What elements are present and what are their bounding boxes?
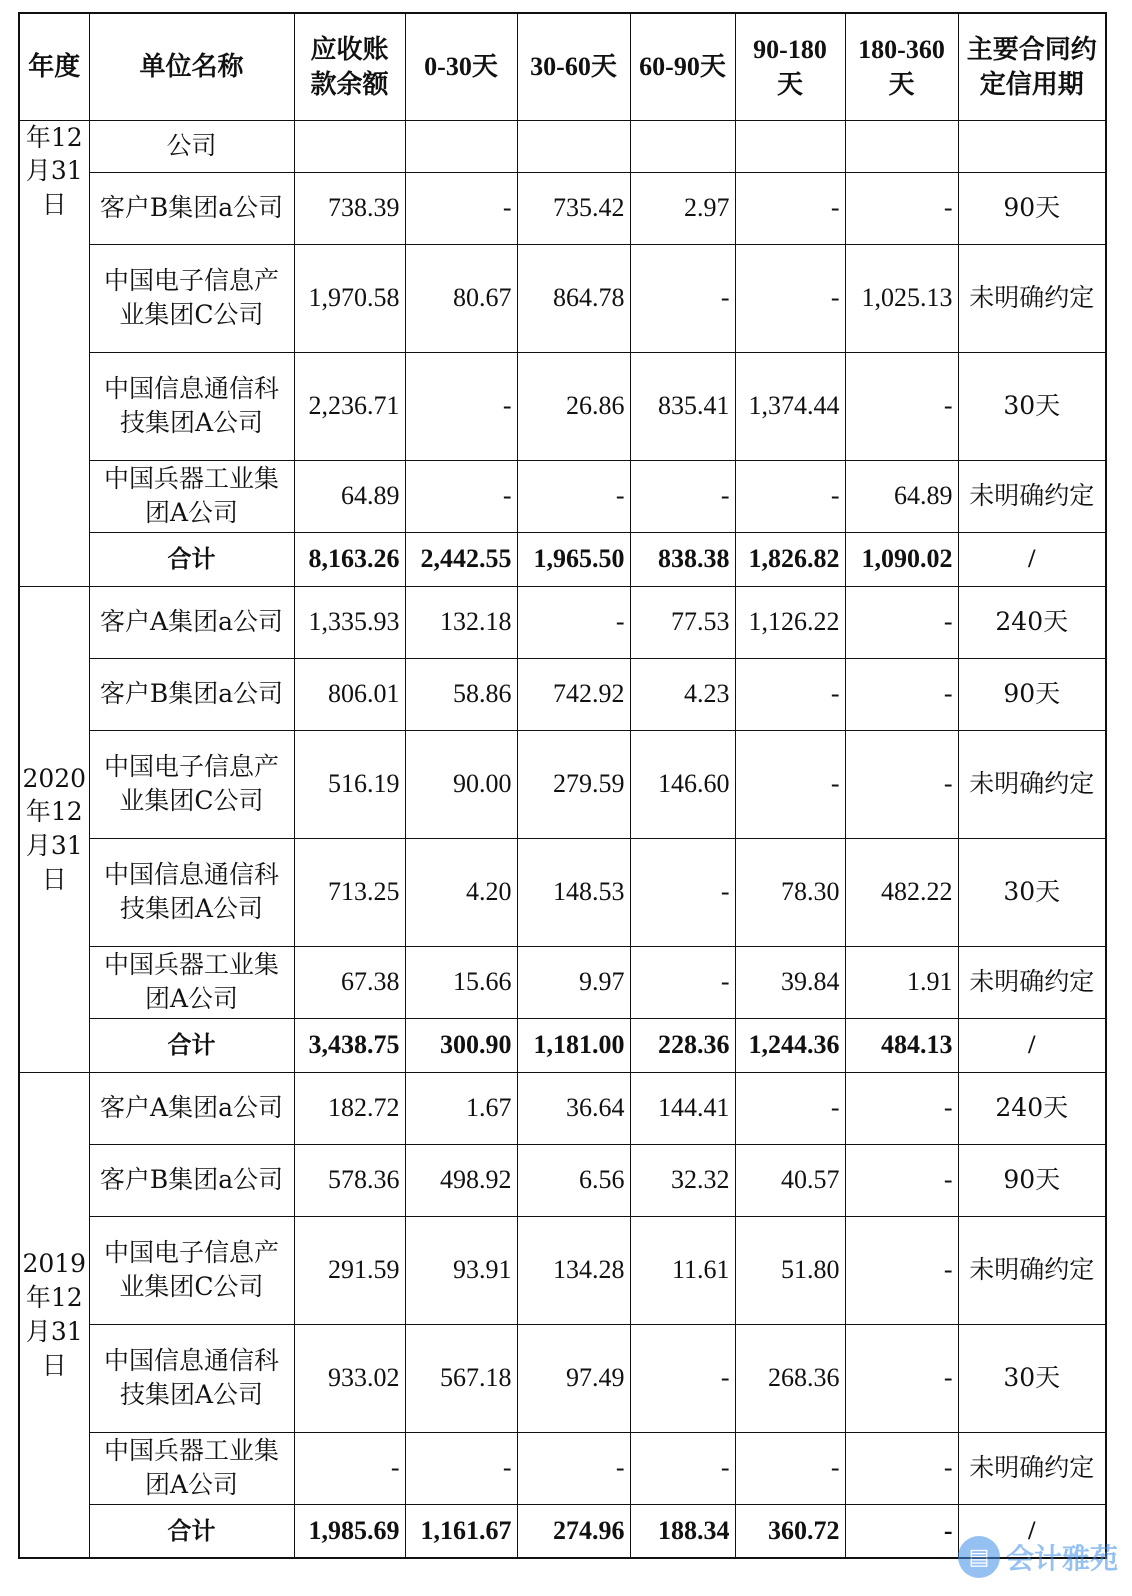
total-label: 合计 [89, 1018, 294, 1072]
total-credit-period: / [958, 1504, 1106, 1558]
aging-180-360-cell: - [845, 1072, 958, 1144]
aging-60-90-cell: - [630, 946, 735, 1018]
balance-cell: 1,335.93 [294, 586, 405, 658]
aging-60-90-cell: 4.23 [630, 658, 735, 730]
aging-30-60-cell: 279.59 [517, 730, 630, 838]
total-90-180: 360.72 [735, 1504, 845, 1558]
watermark [958, 1536, 1118, 1578]
total-credit-period: / [958, 532, 1106, 586]
total-0-30: 300.90 [405, 1018, 517, 1072]
aging-180-360-cell: - [845, 1432, 958, 1504]
balance-cell: 67.38 [294, 946, 405, 1018]
aging-0-30-cell: - [405, 460, 517, 532]
table-row [19, 838, 1106, 946]
aging-90-180-cell [735, 120, 845, 172]
table-row [19, 1216, 1106, 1324]
aging-90-180-cell: 1,126.22 [735, 586, 845, 658]
balance-cell: 738.39 [294, 172, 405, 244]
aging-90-180-cell: 51.80 [735, 1216, 845, 1324]
aging-60-90-cell: 32.32 [630, 1144, 735, 1216]
aging-180-360-cell: - [845, 1324, 958, 1432]
aging-90-180-cell: 268.36 [735, 1324, 845, 1432]
year-cell: 年12月31日 [19, 120, 89, 586]
aging-180-360-cell: 64.89 [845, 460, 958, 532]
total-90-180: 1,826.82 [735, 532, 845, 586]
receivables-aging-table [18, 12, 1107, 1559]
aging-0-30-cell: 567.18 [405, 1324, 517, 1432]
total-180-360: 1,090.02 [845, 532, 958, 586]
receivables-aging-table-wrap [18, 12, 1107, 1559]
credit-period-cell: 240天 [958, 1072, 1106, 1144]
balance-cell: 182.72 [294, 1072, 405, 1144]
total-row [19, 1504, 1106, 1558]
unit-name: 客户B集团a公司 [89, 658, 294, 730]
aging-30-60-cell: 36.64 [517, 1072, 630, 1144]
aging-60-90-cell: - [630, 244, 735, 352]
unit-name: 公司 [89, 120, 294, 172]
total-balance: 8,163.26 [294, 532, 405, 586]
aging-0-30-cell: 132.18 [405, 586, 517, 658]
aging-180-360-cell: - [845, 658, 958, 730]
aging-0-30-cell: 498.92 [405, 1144, 517, 1216]
credit-period-cell: 未明确约定 [958, 1432, 1106, 1504]
total-label: 合计 [89, 1504, 294, 1558]
balance-cell: 2,236.71 [294, 352, 405, 460]
total-balance: 1,985.69 [294, 1504, 405, 1558]
unit-name: 中国兵器工业集团A公司 [89, 1432, 294, 1504]
header-credit-period: 主要合同约定信用期 [958, 13, 1106, 120]
header-180-360: 180-360天 [845, 13, 958, 120]
aging-0-30-cell [405, 120, 517, 172]
total-0-30: 1,161.67 [405, 1504, 517, 1558]
unit-name: 客户A集团a公司 [89, 586, 294, 658]
credit-period-cell: 30天 [958, 352, 1106, 460]
total-90-180: 1,244.36 [735, 1018, 845, 1072]
unit-name: 中国兵器工业集团A公司 [89, 460, 294, 532]
table-row [19, 1072, 1106, 1144]
aging-180-360-cell: - [845, 172, 958, 244]
total-row [19, 1018, 1106, 1072]
table-row [19, 1324, 1106, 1432]
table-row [19, 946, 1106, 1018]
aging-30-60-cell: - [517, 586, 630, 658]
header-30-60: 30-60天 [517, 13, 630, 120]
credit-period-cell: 未明确约定 [958, 244, 1106, 352]
total-180-360: 484.13 [845, 1018, 958, 1072]
aging-30-60-cell: 134.28 [517, 1216, 630, 1324]
aging-180-360-cell [845, 120, 958, 172]
total-label: 合计 [89, 532, 294, 586]
aging-90-180-cell: - [735, 460, 845, 532]
total-60-90: 228.36 [630, 1018, 735, 1072]
table-row [19, 1144, 1106, 1216]
balance-cell: 806.01 [294, 658, 405, 730]
aging-60-90-cell: - [630, 1324, 735, 1432]
aging-30-60-cell: 148.53 [517, 838, 630, 946]
aging-0-30-cell: 4.20 [405, 838, 517, 946]
table-row [19, 172, 1106, 244]
unit-name: 客户B集团a公司 [89, 1144, 294, 1216]
table-row [19, 120, 1106, 172]
aging-0-30-cell: - [405, 352, 517, 460]
aging-30-60-cell: 26.86 [517, 352, 630, 460]
unit-name: 客户A集团a公司 [89, 1072, 294, 1144]
balance-cell: - [294, 1432, 405, 1504]
total-0-30: 2,442.55 [405, 532, 517, 586]
unit-name: 中国信息通信科技集团A公司 [89, 352, 294, 460]
aging-60-90-cell: 835.41 [630, 352, 735, 460]
header-unit-name: 单位名称 [89, 13, 294, 120]
total-30-60: 274.96 [517, 1504, 630, 1558]
header-90-180: 90-180天 [735, 13, 845, 120]
total-60-90: 188.34 [630, 1504, 735, 1558]
aging-0-30-cell: 80.67 [405, 244, 517, 352]
credit-period-cell: 240天 [958, 586, 1106, 658]
aging-90-180-cell: - [735, 1072, 845, 1144]
aging-30-60-cell: 735.42 [517, 172, 630, 244]
aging-30-60-cell: - [517, 460, 630, 532]
total-180-360: - [845, 1504, 958, 1558]
credit-period-cell: 90天 [958, 172, 1106, 244]
credit-period-cell: 未明确约定 [958, 1216, 1106, 1324]
unit-name: 中国信息通信科技集团A公司 [89, 838, 294, 946]
aging-60-90-cell: - [630, 460, 735, 532]
table-row [19, 730, 1106, 838]
aging-180-360-cell: - [845, 1216, 958, 1324]
balance-cell [294, 120, 405, 172]
aging-30-60-cell [517, 120, 630, 172]
aging-180-360-cell: - [845, 352, 958, 460]
aging-30-60-cell: 864.78 [517, 244, 630, 352]
watermark-text: 会计雅苑 [1005, 1542, 1118, 1575]
total-row [19, 532, 1106, 586]
aging-180-360-cell: 482.22 [845, 838, 958, 946]
table-row [19, 352, 1106, 460]
header-year: 年度 [19, 13, 89, 120]
balance-cell: 578.36 [294, 1144, 405, 1216]
aging-60-90-cell: 11.61 [630, 1216, 735, 1324]
aging-30-60-cell: 97.49 [517, 1324, 630, 1432]
aging-90-180-cell: - [735, 730, 845, 838]
aging-0-30-cell: - [405, 172, 517, 244]
total-30-60: 1,181.00 [517, 1018, 630, 1072]
aging-30-60-cell: 9.97 [517, 946, 630, 1018]
credit-period-cell: 未明确约定 [958, 730, 1106, 838]
aging-90-180-cell: - [735, 172, 845, 244]
total-60-90: 838.38 [630, 532, 735, 586]
header-0-30: 0-30天 [405, 13, 517, 120]
header-balance: 应收账款余额 [294, 13, 405, 120]
aging-0-30-cell: 58.86 [405, 658, 517, 730]
aging-60-90-cell: 77.53 [630, 586, 735, 658]
credit-period-cell: 90天 [958, 658, 1106, 730]
total-30-60: 1,965.50 [517, 532, 630, 586]
table-row [19, 1432, 1106, 1504]
aging-60-90-cell: 144.41 [630, 1072, 735, 1144]
aging-90-180-cell: 39.84 [735, 946, 845, 1018]
table-row [19, 460, 1106, 532]
ledger-logo-icon: ▤ [958, 1536, 1000, 1578]
credit-period-cell: 未明确约定 [958, 460, 1106, 532]
balance-cell: 516.19 [294, 730, 405, 838]
aging-180-360-cell: - [845, 730, 958, 838]
aging-0-30-cell: - [405, 1432, 517, 1504]
credit-period-cell [958, 120, 1106, 172]
table-row [19, 244, 1106, 352]
aging-60-90-cell: 2.97 [630, 172, 735, 244]
credit-period-cell: 未明确约定 [958, 946, 1106, 1018]
unit-name: 中国兵器工业集团A公司 [89, 946, 294, 1018]
aging-180-360-cell: - [845, 1144, 958, 1216]
unit-name: 客户B集团a公司 [89, 172, 294, 244]
credit-period-cell: 90天 [958, 1144, 1106, 1216]
year-cell: 2019年12月31日 [19, 1072, 89, 1558]
table-row [19, 586, 1106, 658]
year-cell: 2020年12月31日 [19, 586, 89, 1072]
aging-90-180-cell: - [735, 658, 845, 730]
aging-0-30-cell: 90.00 [405, 730, 517, 838]
table-row [19, 658, 1106, 730]
aging-90-180-cell: 1,374.44 [735, 352, 845, 460]
unit-name: 中国电子信息产业集团C公司 [89, 244, 294, 352]
aging-30-60-cell: 6.56 [517, 1144, 630, 1216]
header-row [19, 13, 1106, 120]
aging-0-30-cell: 93.91 [405, 1216, 517, 1324]
unit-name: 中国电子信息产业集团C公司 [89, 730, 294, 838]
aging-30-60-cell: 742.92 [517, 658, 630, 730]
aging-90-180-cell: 40.57 [735, 1144, 845, 1216]
balance-cell: 291.59 [294, 1216, 405, 1324]
aging-90-180-cell: 78.30 [735, 838, 845, 946]
aging-90-180-cell: - [735, 244, 845, 352]
aging-180-360-cell: - [845, 586, 958, 658]
unit-name: 中国信息通信科技集团A公司 [89, 1324, 294, 1432]
aging-180-360-cell: 1.91 [845, 946, 958, 1018]
aging-60-90-cell: 146.60 [630, 730, 735, 838]
aging-30-60-cell: - [517, 1432, 630, 1504]
aging-180-360-cell: 1,025.13 [845, 244, 958, 352]
credit-period-cell: 30天 [958, 838, 1106, 946]
total-balance: 3,438.75 [294, 1018, 405, 1072]
balance-cell: 933.02 [294, 1324, 405, 1432]
aging-60-90-cell [630, 120, 735, 172]
unit-name: 中国电子信息产业集团C公司 [89, 1216, 294, 1324]
aging-0-30-cell: 1.67 [405, 1072, 517, 1144]
balance-cell: 1,970.58 [294, 244, 405, 352]
balance-cell: 713.25 [294, 838, 405, 946]
balance-cell: 64.89 [294, 460, 405, 532]
total-credit-period: / [958, 1018, 1106, 1072]
credit-period-cell: 30天 [958, 1324, 1106, 1432]
header-60-90: 60-90天 [630, 13, 735, 120]
aging-60-90-cell: - [630, 1432, 735, 1504]
aging-0-30-cell: 15.66 [405, 946, 517, 1018]
aging-90-180-cell: - [735, 1432, 845, 1504]
aging-60-90-cell: - [630, 838, 735, 946]
